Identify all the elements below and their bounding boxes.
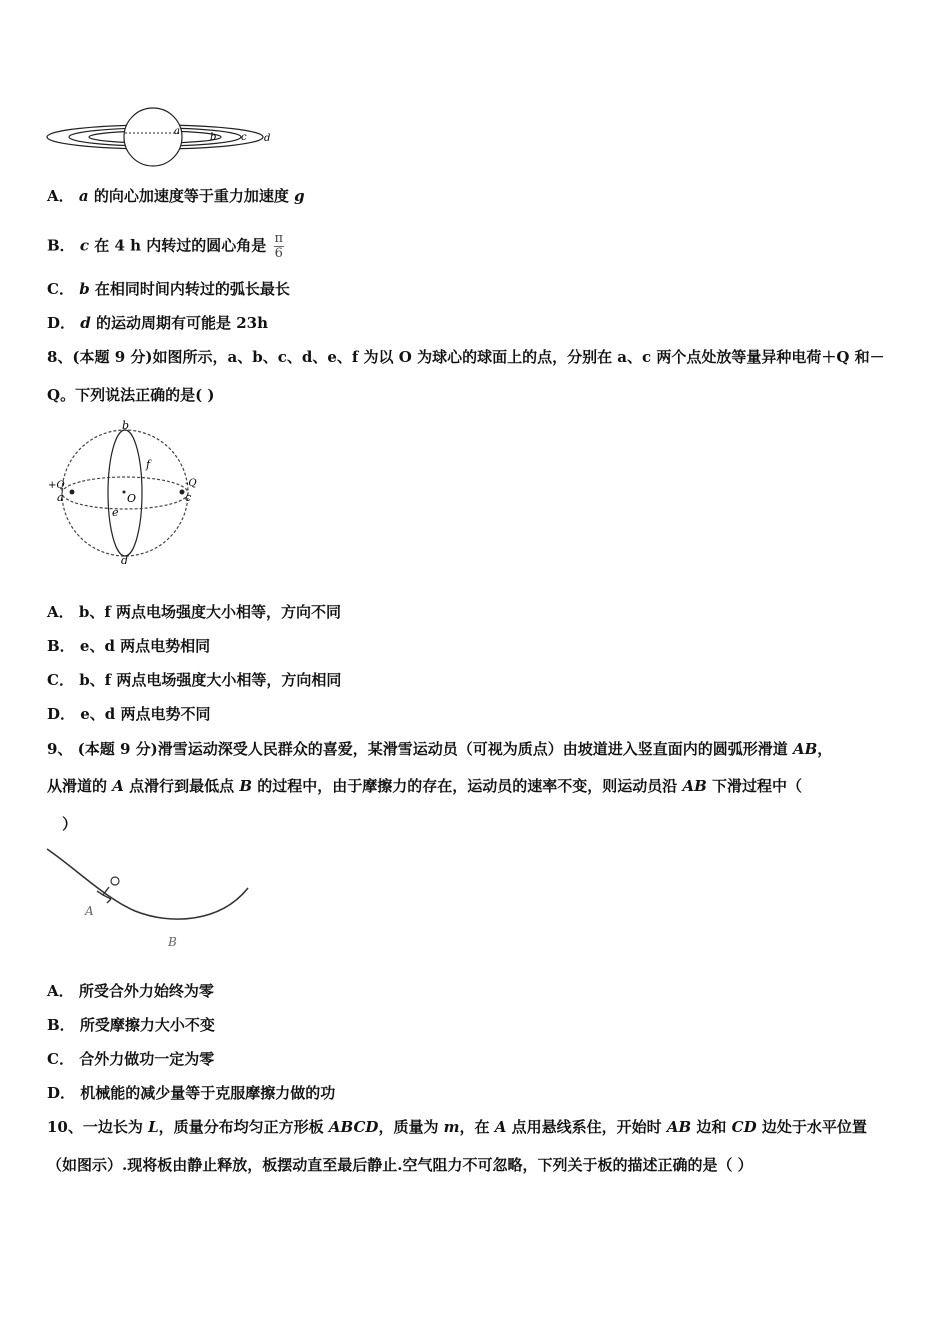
fraction-pi-over-6: $\frac{\pi}{6}$ [274, 231, 284, 261]
q8-option-c: C． b、f 两点电场强度大小相等，方向相同 [47, 671, 342, 689]
label-a: a [174, 126, 180, 137]
label-c: c [241, 132, 247, 143]
q8-option-b: B． e、d 两点电势相同 [47, 637, 211, 655]
label-minus-q: -Q [185, 478, 197, 489]
q9-stem-line2: 从滑道的 A 点滑行到最低点 B 的过程中，由于摩擦力的存在，运动员的速率不变，则运动员沿 AB 下滑过程中（ [47, 777, 803, 795]
q9-option-a: A． 所受合外力始终为零 [47, 982, 214, 1000]
label-a: a [57, 491, 64, 504]
label-b: b [210, 132, 217, 143]
label-plus-q: +Q [48, 480, 65, 491]
label-B: B [168, 935, 177, 949]
q8-option-d: D． e、d 两点电势不同 [47, 705, 211, 723]
q9-option-b: B． 所受摩擦力大小不变 [47, 1016, 215, 1034]
q7-option-c: C． b 在相同时间内转过的弧长最长 [47, 280, 290, 298]
q7-option-d: D． d 的运动周期有可能是 23h [47, 314, 268, 332]
q9-stem-line3: ） [62, 815, 78, 833]
q8-option-a: A． b、f 两点电场强度大小相等，方向不同 [47, 603, 342, 621]
slope-curve [47, 849, 248, 919]
q10-stem-line2: （如图示）.现将板由静止释放，板摆动直至最后静止.空气阻力不可忽略，下列关于板的描述正确的是（ ） [47, 1156, 753, 1174]
ski-slope-figure [45, 843, 260, 953]
label-b: b [122, 419, 130, 432]
label-d: d [121, 554, 129, 567]
label-e: e [112, 506, 119, 519]
label-A: A [85, 904, 94, 918]
q7-option-a: A． a 的向心加速度等于重力加速度 g [47, 187, 305, 205]
q7-option-b: B． c 在 4 h 内转过的圆心角是 $\frac{\pi}{6}$ [47, 231, 284, 261]
q9-option-d: D． 机械能的减少量等于克服摩擦力做的功 [47, 1084, 336, 1102]
sphere-figure [45, 418, 215, 568]
q8-stem-line2: Q。下列说法正确的是( ) [47, 386, 215, 404]
q10-stem-line1: 10、一边长为 L，质量分布均匀正方形板 ABCD，质量为 m，在 A 点用悬线系住，开始时 AB 边和 CD 边处于水平位置 [47, 1118, 867, 1136]
label-c: c [185, 491, 192, 504]
q9-option-c: C． 合外力做功一定为零 [47, 1050, 215, 1068]
label-f: f [146, 458, 151, 471]
label-O: O [127, 492, 137, 505]
q8-stem-line1: 8、(本题 9 分)如图所示，a、b、c、d、e、f 为以 O 为球心的球面上的点，分别在 a、c 两个点处放等量异种电荷＋Q 和－ [47, 348, 885, 366]
orbit-figure [45, 103, 285, 173]
label-d: d [264, 133, 271, 144]
q9-stem-line1: 9、 (本题 9 分)滑雪运动深受人民群众的喜爱，某滑雪运动员（可视为质点）由坡道进入竖直面内的圆弧形滑道 AB， [47, 740, 833, 758]
planet [124, 108, 182, 166]
